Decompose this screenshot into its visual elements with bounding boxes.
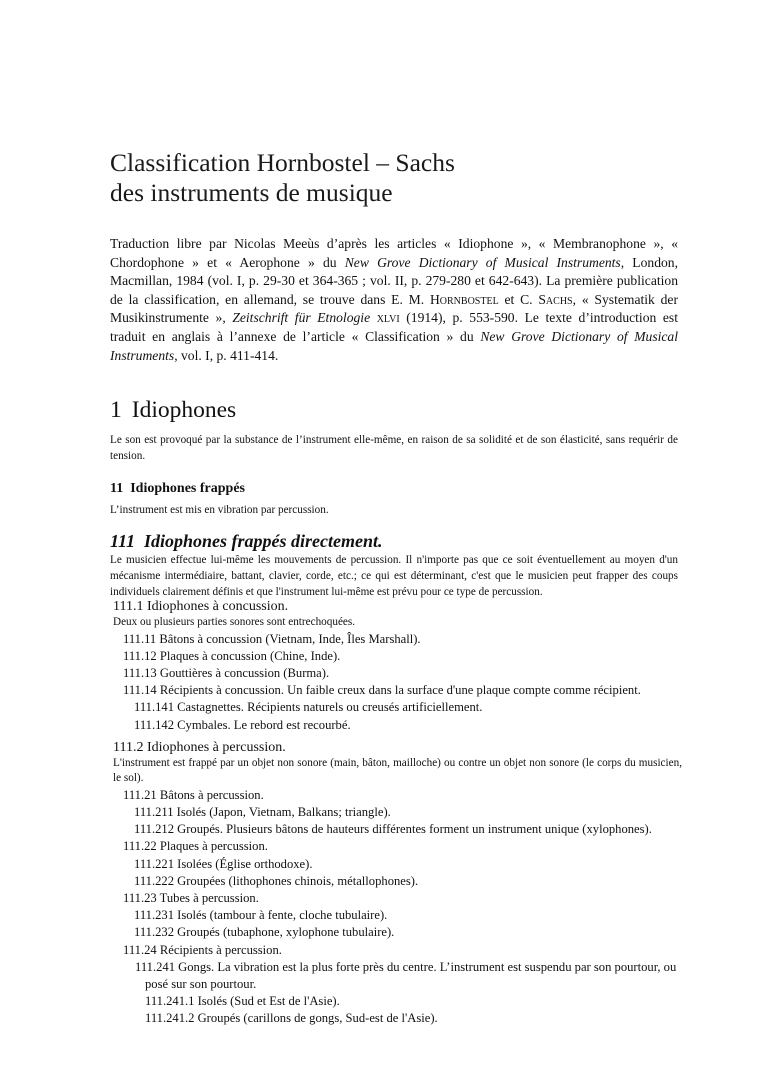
author-name: Hornbostel: [429, 291, 499, 307]
tree-subitem: 111.212 Groupés. Plusieurs bâtons de hauteurs différentes forment un instrument unique (xylophones).: [134, 822, 652, 837]
journal-title: Zeitschrift für Etnologie: [232, 310, 371, 326]
section-number: 111: [110, 531, 136, 551]
intro-book-title: New Grove Dictionary of Musical Instruments: [344, 254, 621, 270]
tree-subitem: 111.241 Gongs. La vibration est la plus forte près du centre. L’instrument est suspendu par son pourtour, ou posé sur son pourtour.: [135, 959, 677, 991]
intro-text: Traduction libre par Nicolas Meeùs d’après les articles « Idiophone », « Membranophone », « Chordophone » et « Aerophone » du: [110, 236, 678, 270]
section-heading-1: [110, 396, 236, 424]
tree-subitem: 111.211 Isolés (Japon, Vietnam, Balkans; triangle).: [134, 804, 391, 819]
tree-item: 111.21 Bâtons à percussion.: [123, 787, 264, 802]
intro-text: , vol. I, p. 411-414.: [174, 347, 279, 363]
title-line-1: Classification Hornbostel – Sachs: [110, 148, 455, 177]
section-number: 1: [110, 397, 122, 423]
tree-description-111-2: L'instrument est frappé par un objet non sonore (main, bâton, mailloche) ou contre un objet non sonore (le corps du musicien, le sol).: [113, 756, 682, 785]
tree-subitem: 111.142 Cymbales. Le rebord est recourbé.: [134, 717, 351, 732]
tree-item: 111.11 Bâtons à concussion (Vietnam, Inde, Îles Marshall).: [123, 631, 421, 646]
intro-text: , London, Macmillan, 1984 (vol. I, p. 29-30 et 364-365 ; vol. II, p. 279-280 et 642-643). La première publication de la classification, en allemand, se trouve dans E. M.: [110, 254, 678, 307]
section-title: Idiophones frappés: [130, 481, 245, 496]
author-name: Sachs: [538, 291, 573, 307]
intro-text: et C.: [498, 291, 539, 307]
tree-item: 111.22 Plaques à percussion.: [123, 839, 268, 854]
tree-description-111-1: Deux ou plusieurs parties sonores sont entrechoquées.: [113, 616, 356, 628]
intro-text: (1914), p. 553-590. Le texte d’introduction est traduit en anglais à l’annexe de l’article « Classification » du: [110, 310, 678, 344]
section-heading-111: [110, 530, 383, 552]
tree-subitem: 111.231 Isolés (tambour à fente, cloche tubulaire).: [134, 908, 388, 923]
tree-item: 111.24 Récipients à percussion.: [123, 942, 282, 957]
tree-item: 111.12 Plaques à concussion (Chine, Inde).: [123, 648, 341, 663]
section-title: Idiophones: [131, 397, 237, 423]
section-heading-11: [110, 480, 245, 498]
section-1-description: Le son est provoqué par la substance de l’instrument elle-même, en raison de sa solidité et de son élasticité, sans requérir de tension.: [110, 434, 678, 462]
section-title: Idiophones frappés directement.: [144, 531, 383, 551]
intro-text: [370, 310, 377, 325]
section-111-description: Le musicien effectue lui-même les mouvements de percussion. Il n'importe pas que ce soit éventuellement au moyen d'un mécanisme intermédiaire, battant, clavier, corde, etc.; ce qui est déterminant, c'est que le musicien peut frapper des coups individuels clairement définis et que l'instrument lui-même est prévu pour ce type de percussion.: [110, 554, 678, 598]
intro-text: , « Systematik der Musikinstrumente »,: [110, 291, 678, 326]
tree-subsubitem: 111.241.1 Isolés (Sud et Est de l'Asie).: [145, 994, 340, 1009]
tree-subitem: 111.232 Groupés (tubaphone, xylophone tubulaire).: [134, 925, 395, 940]
tree-heading-111-1: 111.1 Idiophones à concussion.: [113, 599, 289, 614]
tree-heading-111-2: 111.2 Idiophones à percussion.: [113, 739, 286, 755]
tree-item: 111.14 Récipients à concussion. Un faible creux dans la surface d'une plaque compte comme récipient.: [123, 683, 641, 698]
intro-book-title: New Grove Dictionary of Musical Instruments: [110, 328, 679, 363]
volume-number: xlvi: [376, 310, 400, 326]
section-11-description: L’instrument est mis en vibration par percussion.: [110, 504, 329, 516]
classification-tree: [110, 598, 682, 1028]
tree-subsubitem: 111.241.2 Groupés (carillons de gongs, Sud-est de l'Asie).: [145, 1011, 438, 1026]
tree-subitem: 111.221 Isolées (Église orthodoxe).: [134, 856, 313, 871]
intro-paragraph: [110, 235, 678, 365]
section-number: 11: [110, 481, 124, 496]
tree-item: 111.23 Tubes à percussion.: [123, 890, 259, 905]
document-title: [110, 148, 455, 208]
tree-item: 111.13 Gouttières à concussion (Burma).: [123, 665, 330, 680]
title-line-2: des instruments de musique: [110, 178, 393, 207]
tree-subitem: 111.141 Castagnettes. Récipients naturels ou creusés artificiellement.: [134, 700, 483, 715]
tree-subitem: 111.222 Groupées (lithophones chinois, métallophones).: [134, 873, 419, 888]
